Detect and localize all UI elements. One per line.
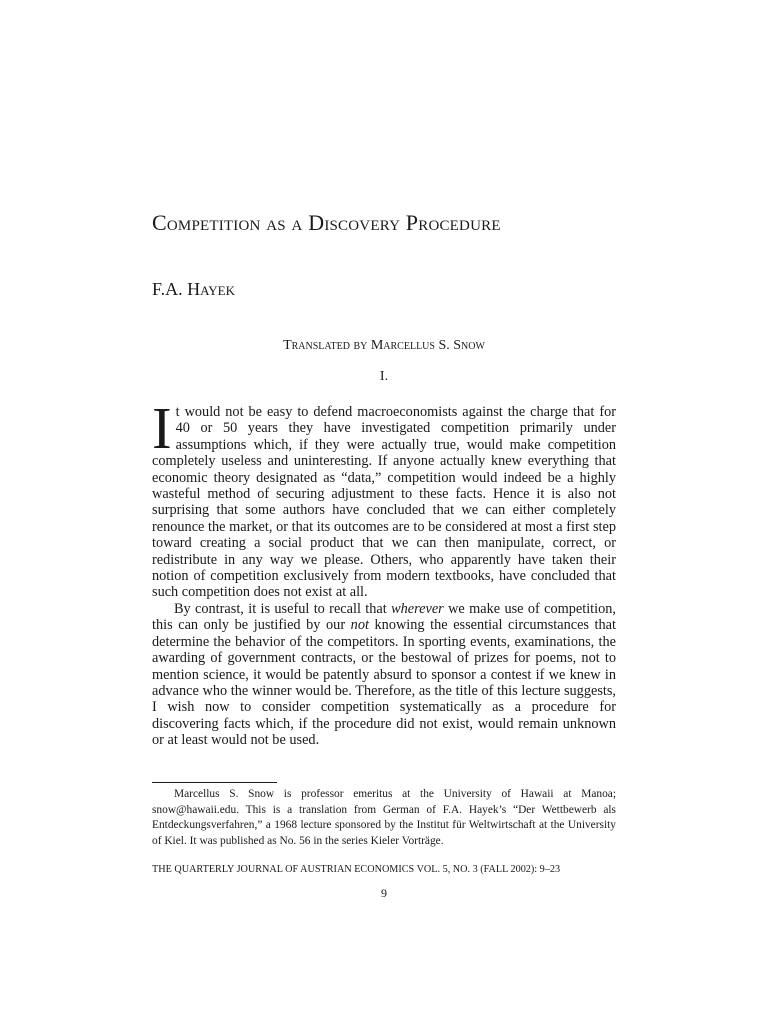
emphasis-wherever: wherever [391,600,444,617]
footnote-rule [152,782,277,783]
footnote: Marcellus S. Snow is professor emeritus at the University of Hawaii at Manoa; snow@hawaii.edu. This is a translation from German of F.A. Hayek’s “Der Wettbewerb als Entdeckungsverfahren,” a 1968 lecture sponsored by the Institut für Weltwirtschaft at the University of Kiel. It was published as No. 56 in the series Kieler Vorträge. [152,788,616,847]
paragraph-2-part-3: knowing the essential circumstances that determine the behavior of the competitors. In sporting events, examinations, the awarding of government contracts, or the bestowal of prizes for poems, not to mention science, it would be patently absurd to sponsor a contest if we knew in advance who the winner would be. Therefore, as the title of this lecture suggests, I wish now to consider competition systematically as a procedure for discovering facts which, if the procedure did not exist, would remain unknown or at least would not be used. [152,617,616,749]
section-number: I. [379,369,389,384]
article-body [152,395,616,749]
paragraph-2-part-1: By contrast, it is useful to recall that [174,600,392,617]
paragraph-1-text: t would not be easy to defend macroeconomists against the charge that for 40 or 50 years they have investigated competition primarily under assumptions which, if they were actually true, would make competition completely useless and uninteresting. If anyone actually knew everything that economic theory designated as “data,” competition would indeed be a highly wasteful method of securing adjustment to these facts. Hence it is also not surprising that some authors have concluded that we can either completely renounce the market, or that its outcomes are to be considered at most a first step toward creating a social product that we can then manipulate, correct, or redistribute in any way we please. Others, who apparently have taken their notion of competition exclusively from modern textbooks, have concluded that such competition does not exist at all. [152,404,616,601]
paragraph-1 [152,395,616,601]
paragraph-2-part-2: we make use of competition, this can only be justified by our [152,600,616,634]
drop-cap: I [152,395,172,461]
emphasis-not: not [350,617,369,634]
paragraph-2 [152,601,616,749]
translator-credit: Translated by Marcellus S. Snow [283,338,485,353]
article-title: Competition as a Discovery Procedure [152,210,501,235]
article-author: F.A. Hayek [152,279,235,299]
page-number: 9 [381,886,387,900]
journal-citation: THE QUARTERLY JOURNAL OF AUSTRIAN ECONOMICS VOL. 5, NO. 3 (FALL 2002): 9–23 [152,864,561,875]
